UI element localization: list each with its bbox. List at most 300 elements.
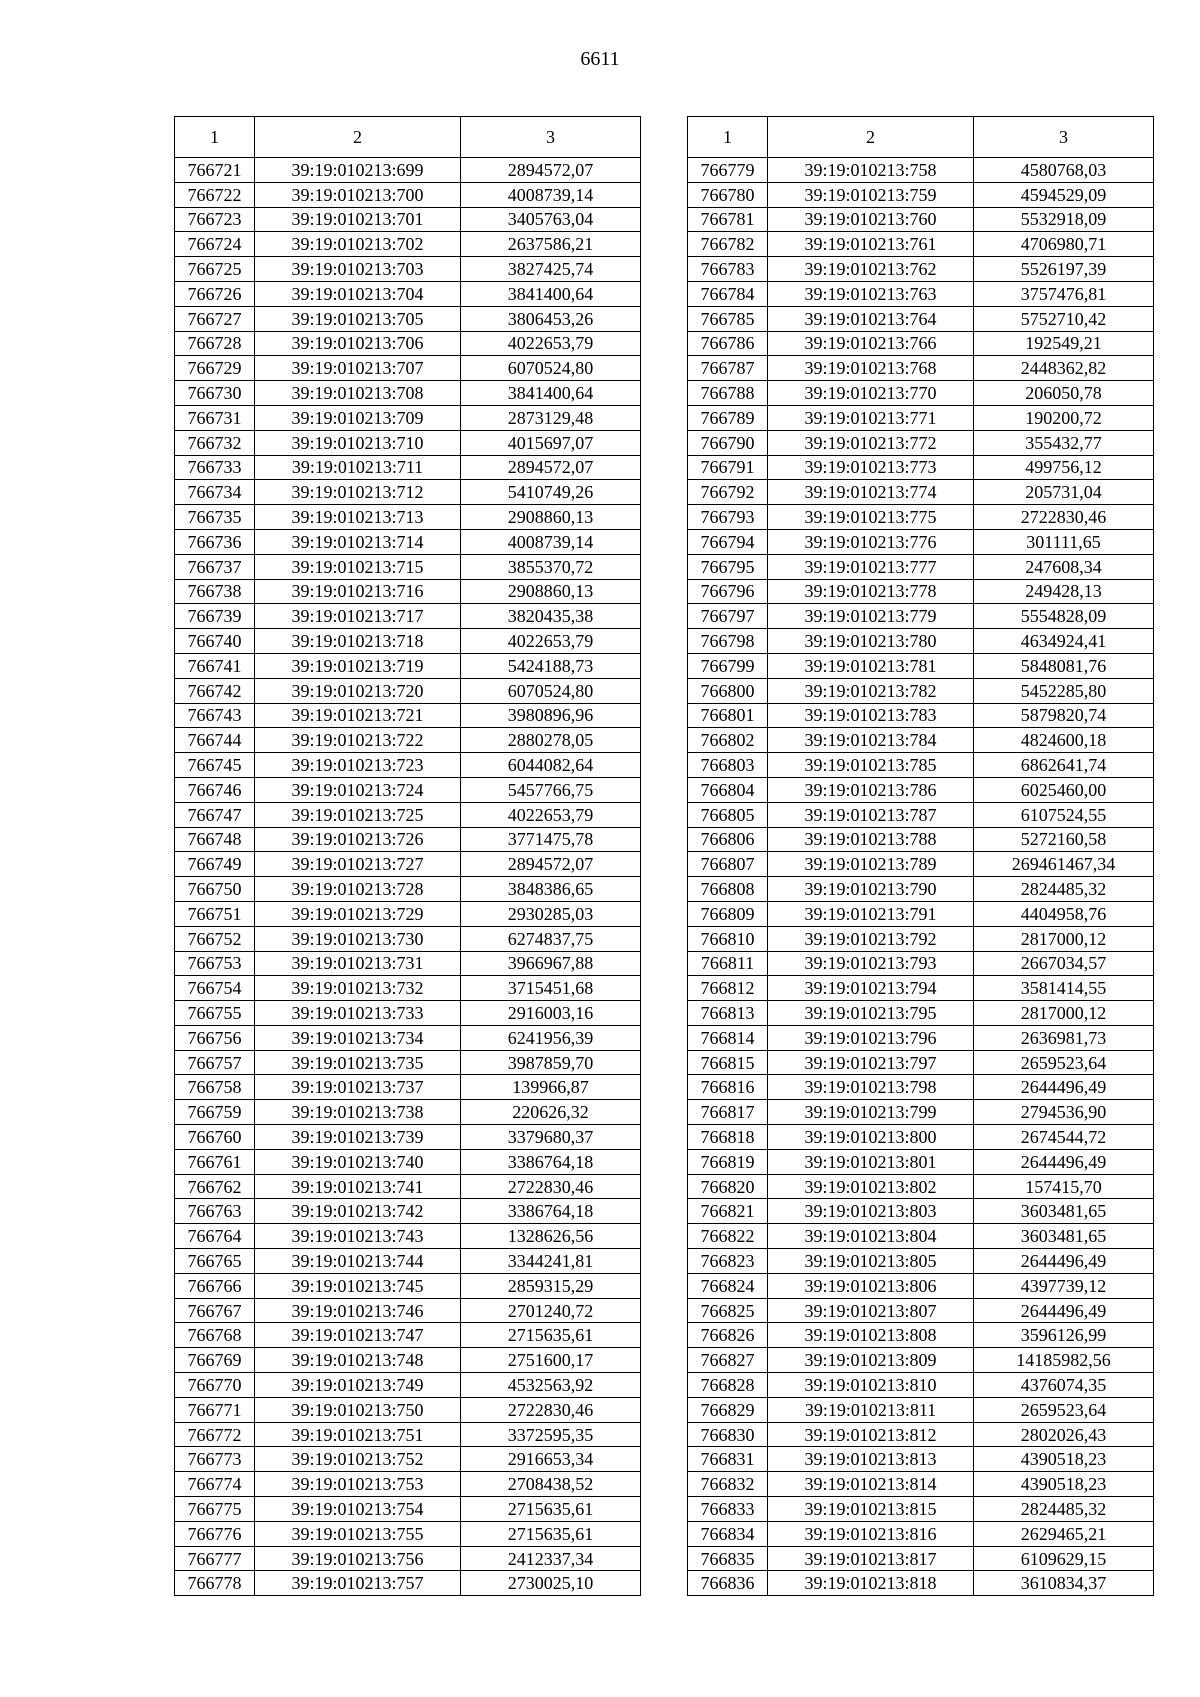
table-row xyxy=(688,1472,1154,1497)
row-number-cell: 766772 xyxy=(175,1422,255,1447)
row-number-cell: 766741 xyxy=(175,653,255,678)
table-row xyxy=(688,1298,1154,1323)
cadastral-value-cell: 3966967,88 xyxy=(461,951,641,976)
cadastral-number-cell: 39:19:010213:810 xyxy=(768,1373,974,1398)
row-number-cell: 766761 xyxy=(175,1149,255,1174)
cadastral-value-cell: 5424188,73 xyxy=(461,653,641,678)
cadastral-value-cell: 3610834,37 xyxy=(974,1571,1154,1596)
table-row xyxy=(175,1521,641,1546)
row-number-cell: 766816 xyxy=(688,1075,768,1100)
table-row xyxy=(688,430,1154,455)
cadastral-number-cell: 39:19:010213:786 xyxy=(768,777,974,802)
cadastral-value-cell: 249428,13 xyxy=(974,579,1154,604)
cadastral-number-cell: 39:19:010213:749 xyxy=(255,1373,461,1398)
table-row xyxy=(175,753,641,778)
row-number-cell: 766765 xyxy=(175,1249,255,1274)
cadastral-number-cell: 39:19:010213:744 xyxy=(255,1249,461,1274)
table-row xyxy=(688,1050,1154,1075)
cadastral-number-cell: 39:19:010213:738 xyxy=(255,1100,461,1125)
row-number-cell: 766748 xyxy=(175,827,255,852)
cadastral-number-cell: 39:19:010213:816 xyxy=(768,1521,974,1546)
cadastral-value-cell: 2715635,61 xyxy=(461,1521,641,1546)
cadastral-number-cell: 39:19:010213:743 xyxy=(255,1224,461,1249)
cadastral-number-cell: 39:19:010213:770 xyxy=(768,381,974,406)
row-number-cell: 766755 xyxy=(175,1001,255,1026)
cadastral-number-cell: 39:19:010213:801 xyxy=(768,1149,974,1174)
left-table xyxy=(174,116,641,1596)
table-row xyxy=(175,1100,641,1125)
table-row xyxy=(688,629,1154,654)
row-number-cell: 766750 xyxy=(175,877,255,902)
row-number-cell: 766728 xyxy=(175,331,255,356)
cadastral-value-cell: 220626,32 xyxy=(461,1100,641,1125)
column-header-1: 1 xyxy=(688,117,768,158)
cadastral-number-cell: 39:19:010213:726 xyxy=(255,827,461,852)
cadastral-value-cell: 192549,21 xyxy=(974,331,1154,356)
cadastral-value-cell: 2817000,12 xyxy=(974,1001,1154,1026)
cadastral-number-cell: 39:19:010213:802 xyxy=(768,1174,974,1199)
row-number-cell: 766827 xyxy=(688,1348,768,1373)
cadastral-value-cell: 5272160,58 xyxy=(974,827,1154,852)
table-row xyxy=(175,976,641,1001)
row-number-cell: 766763 xyxy=(175,1199,255,1224)
cadastral-value-cell: 4706980,71 xyxy=(974,232,1154,257)
cadastral-value-cell: 3405763,04 xyxy=(461,207,641,232)
cadastral-number-cell: 39:19:010213:723 xyxy=(255,753,461,778)
table-row xyxy=(175,703,641,728)
cadastral-number-cell: 39:19:010213:809 xyxy=(768,1348,974,1373)
cadastral-value-cell: 2794536,90 xyxy=(974,1100,1154,1125)
cadastral-value-cell: 2916653,34 xyxy=(461,1447,641,1472)
table-row xyxy=(688,901,1154,926)
cadastral-number-cell: 39:19:010213:717 xyxy=(255,604,461,629)
cadastral-number-cell: 39:19:010213:715 xyxy=(255,554,461,579)
cadastral-number-cell: 39:19:010213:756 xyxy=(255,1546,461,1571)
table-row xyxy=(688,678,1154,703)
cadastral-value-cell: 2659523,64 xyxy=(974,1397,1154,1422)
row-number-cell: 766824 xyxy=(688,1273,768,1298)
row-number-cell: 766795 xyxy=(688,554,768,579)
row-number-cell: 766835 xyxy=(688,1546,768,1571)
cadastral-value-cell: 6109629,15 xyxy=(974,1546,1154,1571)
table-row xyxy=(175,1571,641,1596)
table-row xyxy=(688,1224,1154,1249)
table-row xyxy=(175,480,641,505)
table-row xyxy=(688,480,1154,505)
cadastral-number-cell: 39:19:010213:784 xyxy=(768,728,974,753)
cadastral-number-cell: 39:19:010213:813 xyxy=(768,1447,974,1472)
table-row xyxy=(688,381,1154,406)
cadastral-value-cell: 247608,34 xyxy=(974,554,1154,579)
table-row xyxy=(175,1199,641,1224)
cadastral-number-cell: 39:19:010213:754 xyxy=(255,1497,461,1522)
row-number-cell: 766777 xyxy=(175,1546,255,1571)
cadastral-number-cell: 39:19:010213:704 xyxy=(255,281,461,306)
page-number: 6611 xyxy=(580,48,620,70)
cadastral-value-cell: 2667034,57 xyxy=(974,951,1154,976)
cadastral-value-cell: 355432,77 xyxy=(974,430,1154,455)
cadastral-number-cell: 39:19:010213:705 xyxy=(255,306,461,331)
cadastral-number-cell: 39:19:010213:699 xyxy=(255,158,461,183)
table-row xyxy=(688,331,1154,356)
row-number-cell: 766749 xyxy=(175,852,255,877)
cadastral-value-cell: 3848386,65 xyxy=(461,877,641,902)
table-row xyxy=(688,281,1154,306)
table-row xyxy=(688,1546,1154,1571)
cadastral-number-cell: 39:19:010213:752 xyxy=(255,1447,461,1472)
cadastral-number-cell: 39:19:010213:814 xyxy=(768,1472,974,1497)
row-number-cell: 766792 xyxy=(688,480,768,505)
cadastral-value-cell: 3806453,26 xyxy=(461,306,641,331)
cadastral-value-cell: 6274837,75 xyxy=(461,926,641,951)
cadastral-value-cell: 4008739,14 xyxy=(461,182,641,207)
cadastral-value-cell: 5532918,09 xyxy=(974,207,1154,232)
cadastral-value-cell: 4397739,12 xyxy=(974,1273,1154,1298)
cadastral-value-cell: 2644496,49 xyxy=(974,1249,1154,1274)
table-row xyxy=(175,207,641,232)
cadastral-value-cell: 4390518,23 xyxy=(974,1447,1154,1472)
cadastral-number-cell: 39:19:010213:795 xyxy=(768,1001,974,1026)
table-row xyxy=(688,604,1154,629)
cadastral-number-cell: 39:19:010213:761 xyxy=(768,232,974,257)
table-row xyxy=(175,802,641,827)
row-number-cell: 766836 xyxy=(688,1571,768,1596)
cadastral-value-cell: 2644496,49 xyxy=(974,1149,1154,1174)
table-row xyxy=(175,827,641,852)
row-number-cell: 766739 xyxy=(175,604,255,629)
row-number-cell: 766766 xyxy=(175,1273,255,1298)
cadastral-value-cell: 3715451,68 xyxy=(461,976,641,1001)
cadastral-number-cell: 39:19:010213:817 xyxy=(768,1546,974,1571)
row-number-cell: 766796 xyxy=(688,579,768,604)
row-number-cell: 766731 xyxy=(175,405,255,430)
row-number-cell: 766818 xyxy=(688,1125,768,1150)
row-number-cell: 766725 xyxy=(175,257,255,282)
row-number-cell: 766744 xyxy=(175,728,255,753)
table-row xyxy=(688,405,1154,430)
row-number-cell: 766826 xyxy=(688,1323,768,1348)
cadastral-value-cell: 3771475,78 xyxy=(461,827,641,852)
table-row xyxy=(688,753,1154,778)
cadastral-value-cell: 3855370,72 xyxy=(461,554,641,579)
cadastral-number-cell: 39:19:010213:707 xyxy=(255,356,461,381)
table-row xyxy=(175,505,641,530)
cadastral-number-cell: 39:19:010213:748 xyxy=(255,1348,461,1373)
table-row xyxy=(688,777,1154,802)
table-row xyxy=(175,1075,641,1100)
table-row xyxy=(688,529,1154,554)
table-row xyxy=(688,877,1154,902)
cadastral-value-cell: 2629465,21 xyxy=(974,1521,1154,1546)
row-number-cell: 766803 xyxy=(688,753,768,778)
row-number-cell: 766788 xyxy=(688,381,768,406)
table-row xyxy=(688,1125,1154,1150)
cadastral-number-cell: 39:19:010213:700 xyxy=(255,182,461,207)
row-number-cell: 766740 xyxy=(175,629,255,654)
table-row xyxy=(175,1348,641,1373)
table-row xyxy=(688,1174,1154,1199)
table-row xyxy=(175,926,641,951)
cadastral-number-cell: 39:19:010213:739 xyxy=(255,1125,461,1150)
row-number-cell: 766831 xyxy=(688,1447,768,1472)
row-number-cell: 766834 xyxy=(688,1521,768,1546)
table-row xyxy=(175,678,641,703)
cadastral-number-cell: 39:19:010213:792 xyxy=(768,926,974,951)
row-number-cell: 766797 xyxy=(688,604,768,629)
cadastral-value-cell: 4532563,92 xyxy=(461,1373,641,1398)
cadastral-number-cell: 39:19:010213:728 xyxy=(255,877,461,902)
cadastral-number-cell: 39:19:010213:788 xyxy=(768,827,974,852)
table-row xyxy=(175,455,641,480)
table-row xyxy=(688,1348,1154,1373)
cadastral-number-cell: 39:19:010213:730 xyxy=(255,926,461,951)
cadastral-value-cell: 3603481,65 xyxy=(974,1224,1154,1249)
cadastral-number-cell: 39:19:010213:729 xyxy=(255,901,461,926)
table-row xyxy=(175,1249,641,1274)
table-row xyxy=(688,306,1154,331)
row-number-cell: 766726 xyxy=(175,281,255,306)
row-number-cell: 766787 xyxy=(688,356,768,381)
cadastral-number-cell: 39:19:010213:719 xyxy=(255,653,461,678)
cadastral-number-cell: 39:19:010213:757 xyxy=(255,1571,461,1596)
row-number-cell: 766790 xyxy=(688,430,768,455)
row-number-cell: 766745 xyxy=(175,753,255,778)
cadastral-number-cell: 39:19:010213:733 xyxy=(255,1001,461,1026)
row-number-cell: 766751 xyxy=(175,901,255,926)
cadastral-number-cell: 39:19:010213:709 xyxy=(255,405,461,430)
row-number-cell: 766729 xyxy=(175,356,255,381)
table-row xyxy=(688,653,1154,678)
row-number-cell: 766781 xyxy=(688,207,768,232)
row-number-cell: 766736 xyxy=(175,529,255,554)
row-number-cell: 766723 xyxy=(175,207,255,232)
table-row xyxy=(175,1125,641,1150)
cadastral-value-cell: 2908860,13 xyxy=(461,505,641,530)
row-number-cell: 766764 xyxy=(175,1224,255,1249)
row-number-cell: 766799 xyxy=(688,653,768,678)
column-header-1: 1 xyxy=(175,117,255,158)
row-number-cell: 766733 xyxy=(175,455,255,480)
table-row xyxy=(175,306,641,331)
cadastral-number-cell: 39:19:010213:800 xyxy=(768,1125,974,1150)
table-row xyxy=(175,877,641,902)
row-number-cell: 766804 xyxy=(688,777,768,802)
cadastral-number-cell: 39:19:010213:815 xyxy=(768,1497,974,1522)
table-row xyxy=(175,1546,641,1571)
table-row xyxy=(175,405,641,430)
table-row xyxy=(688,158,1154,183)
right-table xyxy=(687,116,1154,1596)
table-row xyxy=(175,1273,641,1298)
cadastral-number-cell: 39:19:010213:701 xyxy=(255,207,461,232)
row-number-cell: 766802 xyxy=(688,728,768,753)
cadastral-value-cell: 3820435,38 xyxy=(461,604,641,629)
cadastral-value-cell: 2908860,13 xyxy=(461,579,641,604)
table-row xyxy=(175,1472,641,1497)
row-number-cell: 766822 xyxy=(688,1224,768,1249)
table-row xyxy=(688,802,1154,827)
cadastral-number-cell: 39:19:010213:781 xyxy=(768,653,974,678)
row-number-cell: 766819 xyxy=(688,1149,768,1174)
cadastral-value-cell: 3757476,81 xyxy=(974,281,1154,306)
cadastral-value-cell: 139966,87 xyxy=(461,1075,641,1100)
table-row xyxy=(175,381,641,406)
table-row xyxy=(175,1050,641,1075)
cadastral-number-cell: 39:19:010213:713 xyxy=(255,505,461,530)
cadastral-number-cell: 39:19:010213:764 xyxy=(768,306,974,331)
cadastral-number-cell: 39:19:010213:710 xyxy=(255,430,461,455)
table-row xyxy=(688,1025,1154,1050)
row-number-cell: 766813 xyxy=(688,1001,768,1026)
cadastral-value-cell: 4015697,07 xyxy=(461,430,641,455)
table-row xyxy=(175,852,641,877)
cadastral-number-cell: 39:19:010213:741 xyxy=(255,1174,461,1199)
table-row xyxy=(688,976,1154,1001)
cadastral-number-cell: 39:19:010213:712 xyxy=(255,480,461,505)
cadastral-value-cell: 499756,12 xyxy=(974,455,1154,480)
row-number-cell: 766737 xyxy=(175,554,255,579)
column-header-3: 3 xyxy=(461,117,641,158)
row-number-cell: 766742 xyxy=(175,678,255,703)
table-row xyxy=(175,728,641,753)
cadastral-number-cell: 39:19:010213:818 xyxy=(768,1571,974,1596)
cadastral-value-cell: 5452285,80 xyxy=(974,678,1154,703)
cadastral-value-cell: 205731,04 xyxy=(974,480,1154,505)
cadastral-number-cell: 39:19:010213:805 xyxy=(768,1249,974,1274)
cadastral-number-cell: 39:19:010213:773 xyxy=(768,455,974,480)
table-row xyxy=(175,182,641,207)
table-row xyxy=(175,1025,641,1050)
cadastral-number-cell: 39:19:010213:777 xyxy=(768,554,974,579)
cadastral-value-cell: 3841400,64 xyxy=(461,281,641,306)
cadastral-number-cell: 39:19:010213:778 xyxy=(768,579,974,604)
cadastral-value-cell: 2412337,34 xyxy=(461,1546,641,1571)
row-number-cell: 766783 xyxy=(688,257,768,282)
cadastral-value-cell: 2701240,72 xyxy=(461,1298,641,1323)
table-row xyxy=(688,1323,1154,1348)
table-row xyxy=(175,629,641,654)
table-row xyxy=(175,1224,641,1249)
cadastral-value-cell: 5410749,26 xyxy=(461,480,641,505)
row-number-cell: 766754 xyxy=(175,976,255,1001)
table-header-row xyxy=(175,117,641,158)
table-row xyxy=(688,852,1154,877)
cadastral-value-cell: 2644496,49 xyxy=(974,1298,1154,1323)
cadastral-number-cell: 39:19:010213:734 xyxy=(255,1025,461,1050)
column-header-2: 2 xyxy=(255,117,461,158)
row-number-cell: 766812 xyxy=(688,976,768,1001)
row-number-cell: 766811 xyxy=(688,951,768,976)
row-number-cell: 766801 xyxy=(688,703,768,728)
table-row xyxy=(175,901,641,926)
table-row xyxy=(688,827,1154,852)
cadastral-number-cell: 39:19:010213:776 xyxy=(768,529,974,554)
cadastral-number-cell: 39:19:010213:763 xyxy=(768,281,974,306)
cadastral-number-cell: 39:19:010213:714 xyxy=(255,529,461,554)
table-row xyxy=(688,1497,1154,1522)
cadastral-number-cell: 39:19:010213:725 xyxy=(255,802,461,827)
row-number-cell: 766762 xyxy=(175,1174,255,1199)
row-number-cell: 766823 xyxy=(688,1249,768,1274)
table-row xyxy=(175,158,641,183)
cadastral-number-cell: 39:19:010213:789 xyxy=(768,852,974,877)
row-number-cell: 766758 xyxy=(175,1075,255,1100)
cadastral-value-cell: 6107524,55 xyxy=(974,802,1154,827)
row-number-cell: 766770 xyxy=(175,1373,255,1398)
cadastral-number-cell: 39:19:010213:711 xyxy=(255,455,461,480)
row-number-cell: 766757 xyxy=(175,1050,255,1075)
row-number-cell: 766809 xyxy=(688,901,768,926)
cadastral-value-cell: 2894572,07 xyxy=(461,852,641,877)
cadastral-value-cell: 6241956,39 xyxy=(461,1025,641,1050)
cadastral-number-cell: 39:19:010213:791 xyxy=(768,901,974,926)
table-row xyxy=(688,257,1154,282)
table-row xyxy=(175,1373,641,1398)
row-number-cell: 766800 xyxy=(688,678,768,703)
cadastral-value-cell: 2637586,21 xyxy=(461,232,641,257)
cadastral-value-cell: 2722830,46 xyxy=(974,505,1154,530)
cadastral-number-cell: 39:19:010213:746 xyxy=(255,1298,461,1323)
table-row xyxy=(688,505,1154,530)
cadastral-number-cell: 39:19:010213:779 xyxy=(768,604,974,629)
cadastral-number-cell: 39:19:010213:780 xyxy=(768,629,974,654)
cadastral-value-cell: 3841400,64 xyxy=(461,381,641,406)
table-row xyxy=(688,1149,1154,1174)
cadastral-number-cell: 39:19:010213:747 xyxy=(255,1323,461,1348)
row-number-cell: 766808 xyxy=(688,877,768,902)
table-row xyxy=(688,728,1154,753)
row-number-cell: 766832 xyxy=(688,1472,768,1497)
cadastral-value-cell: 3603481,65 xyxy=(974,1199,1154,1224)
row-number-cell: 766828 xyxy=(688,1373,768,1398)
row-number-cell: 766782 xyxy=(688,232,768,257)
cadastral-value-cell: 2817000,12 xyxy=(974,926,1154,951)
cadastral-value-cell: 206050,78 xyxy=(974,381,1154,406)
column-header-2: 2 xyxy=(768,117,974,158)
cadastral-number-cell: 39:19:010213:766 xyxy=(768,331,974,356)
cadastral-value-cell: 5879820,74 xyxy=(974,703,1154,728)
cadastral-value-cell: 2644496,49 xyxy=(974,1075,1154,1100)
cadastral-number-cell: 39:19:010213:740 xyxy=(255,1149,461,1174)
cadastral-value-cell: 4824600,18 xyxy=(974,728,1154,753)
cadastral-number-cell: 39:19:010213:787 xyxy=(768,802,974,827)
cadastral-value-cell: 2930285,03 xyxy=(461,901,641,926)
cadastral-number-cell: 39:19:010213:731 xyxy=(255,951,461,976)
row-number-cell: 766773 xyxy=(175,1447,255,1472)
cadastral-number-cell: 39:19:010213:750 xyxy=(255,1397,461,1422)
cadastral-value-cell: 269461467,34 xyxy=(974,852,1154,877)
row-number-cell: 766760 xyxy=(175,1125,255,1150)
row-number-cell: 766730 xyxy=(175,381,255,406)
cadastral-value-cell: 6044082,64 xyxy=(461,753,641,778)
row-number-cell: 766767 xyxy=(175,1298,255,1323)
row-number-cell: 766789 xyxy=(688,405,768,430)
cadastral-number-cell: 39:19:010213:727 xyxy=(255,852,461,877)
row-number-cell: 766793 xyxy=(688,505,768,530)
row-number-cell: 766775 xyxy=(175,1497,255,1522)
table-row xyxy=(175,554,641,579)
cadastral-value-cell: 2722830,46 xyxy=(461,1174,641,1199)
table-row xyxy=(175,1298,641,1323)
table-row xyxy=(175,951,641,976)
cadastral-value-cell: 2659523,64 xyxy=(974,1050,1154,1075)
cadastral-value-cell: 3372595,35 xyxy=(461,1422,641,1447)
cadastral-value-cell: 3596126,99 xyxy=(974,1323,1154,1348)
row-number-cell: 766791 xyxy=(688,455,768,480)
table-row xyxy=(175,1422,641,1447)
table-row xyxy=(688,926,1154,951)
table-row xyxy=(175,430,641,455)
